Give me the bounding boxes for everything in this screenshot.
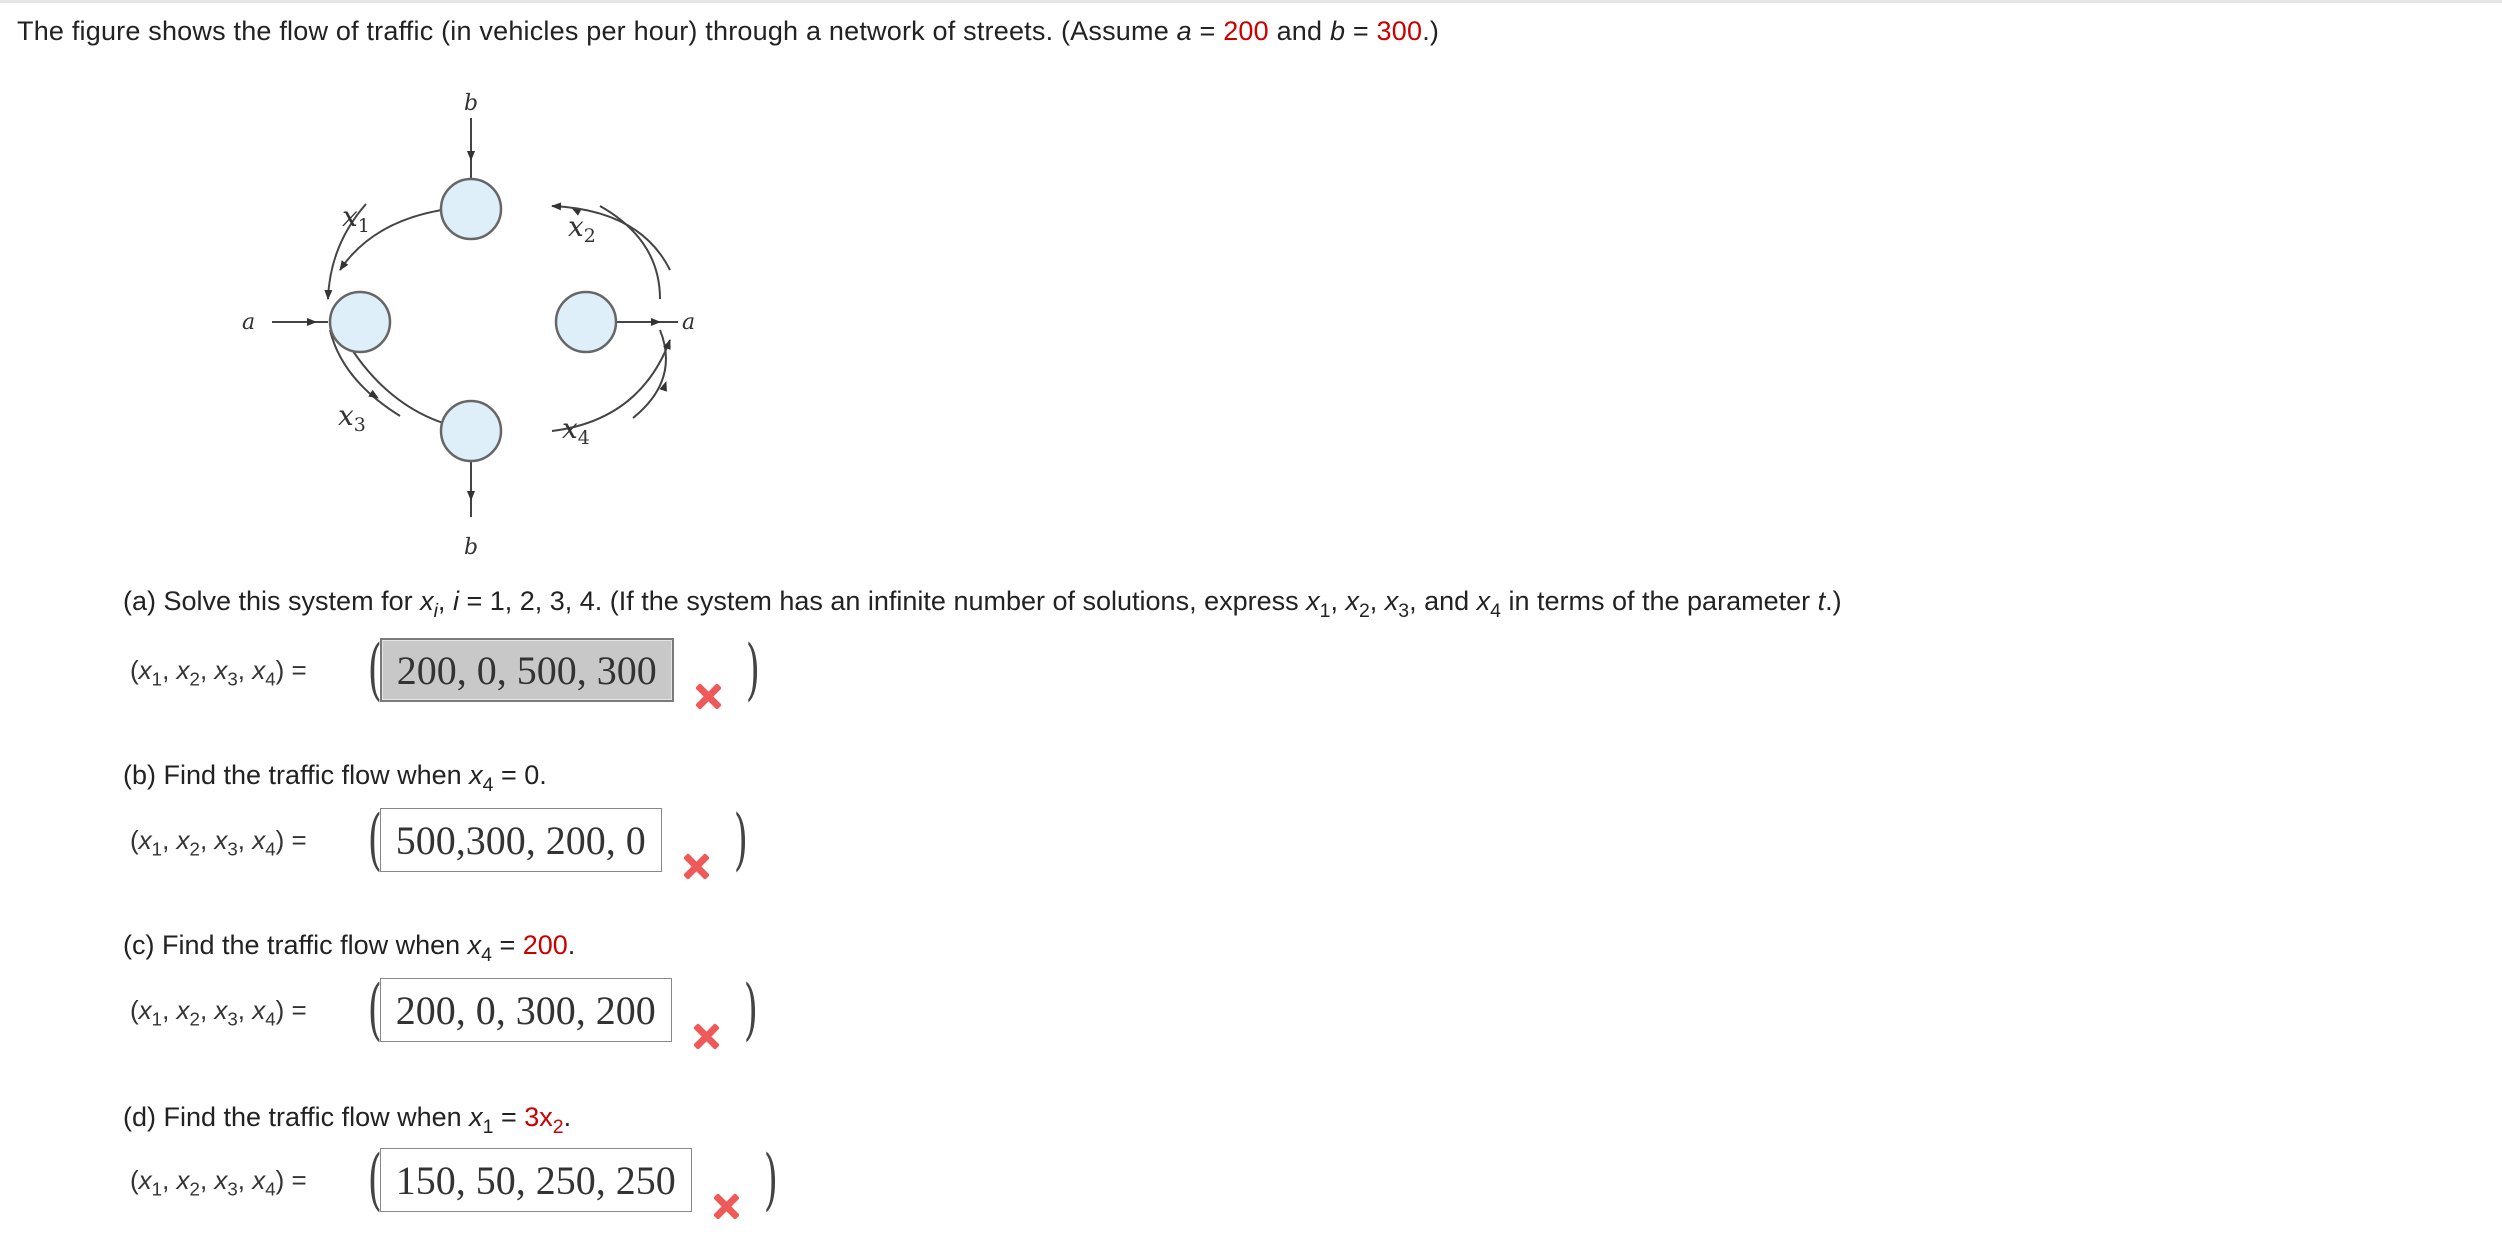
question-text: , <box>1330 586 1346 616</box>
label-x4: $x_4$ <box>562 412 590 449</box>
var-x: x <box>1476 586 1491 616</box>
question-text: = <box>491 930 523 960</box>
question-b <box>123 760 547 796</box>
var-x: x <box>469 1102 483 1132</box>
wrong-x-icon <box>712 1192 740 1220</box>
equals: = <box>1345 16 1377 46</box>
subscript: 4 <box>1490 599 1501 622</box>
node-left <box>330 292 390 352</box>
intro-text: The figure shows the flow of traffic (in vehicles per hour) through a network of streets. (Assume <box>17 16 1177 46</box>
label-a-left: a <box>242 310 256 335</box>
question-text: (a) Solve this system for <box>123 586 421 616</box>
close-paren: ) <box>745 631 760 708</box>
given-value: 200 <box>522 930 568 960</box>
wrong-x-icon <box>692 1022 720 1050</box>
wrong-x-icon <box>694 682 722 710</box>
answer-input-b[interactable]: 500,300, 200, 0 <box>380 808 662 872</box>
question-text: . <box>563 1102 572 1132</box>
question-text: (b) Find the traffic flow when <box>123 760 470 790</box>
street-x4 <box>633 330 666 418</box>
close-paren: ) <box>763 1141 778 1218</box>
tuple-label: ($x_1$, $x_2$, $x_3$, $x_4$) = <box>130 1164 307 1200</box>
open-paren: ( <box>367 801 382 878</box>
question-a <box>123 586 1842 622</box>
a-value: 200 <box>1223 16 1269 46</box>
var-a: a <box>1176 16 1192 46</box>
answer-input-d[interactable]: 150, 50, 250, 250 <box>380 1148 692 1212</box>
question-text: (d) Find the traffic flow when <box>123 1102 470 1132</box>
label-x1: $x_1$ <box>342 200 370 237</box>
tuple-label: ($x_1$, $x_2$, $x_3$, $x_4$) = <box>130 654 307 690</box>
subscript: 1 <box>482 1115 494 1138</box>
top-divider <box>0 0 2502 3</box>
var-x: x <box>1345 586 1359 616</box>
answer-row-b <box>130 800 754 880</box>
label-x3: $x_3$ <box>338 399 366 436</box>
var-x: x <box>1384 586 1399 616</box>
var-x: x <box>1306 586 1320 616</box>
var-x: x <box>420 586 434 616</box>
b-value: 300 <box>1376 16 1423 46</box>
subscript: 3 <box>1398 599 1410 622</box>
tuple-label: ($x_1$, $x_2$, $x_3$, $x_4$) = <box>130 824 307 860</box>
intro-and: and <box>1268 16 1330 46</box>
subscript: 4 <box>482 773 494 796</box>
var-x: x <box>469 760 483 790</box>
node-bottom <box>441 401 501 461</box>
question-d <box>123 1102 572 1138</box>
answer-row-a <box>130 630 766 710</box>
question-text: , and <box>1409 586 1477 616</box>
question-text: , <box>1369 586 1385 616</box>
traffic-network-diagram <box>220 80 740 580</box>
open-paren: ( <box>367 631 382 708</box>
var-i: i <box>452 586 459 616</box>
question-text: in terms of the parameter <box>1500 586 1818 616</box>
subscript: i <box>433 599 438 622</box>
open-paren: ( <box>367 971 382 1048</box>
label-a-right: a <box>682 310 696 335</box>
subscript: 1 <box>1319 599 1331 622</box>
street-x2 <box>600 206 660 299</box>
label-x2: $x_2$ <box>568 210 596 247</box>
given-value: $3x_2$ <box>524 1102 564 1138</box>
answer-input-c[interactable]: 200, 0, 300, 200 <box>380 978 672 1042</box>
label-b-top: b <box>464 91 479 116</box>
answer-row-d <box>130 1140 784 1220</box>
wrong-x-icon <box>682 852 710 880</box>
question-text: (c) Find the traffic flow when <box>123 930 468 960</box>
close-paren: ) <box>733 801 748 878</box>
node-right <box>556 292 616 352</box>
answer-row-c <box>130 970 764 1050</box>
node-top <box>441 179 501 239</box>
question-c <box>123 930 576 966</box>
var-b: b <box>1329 16 1346 46</box>
problem-statement <box>17 16 1439 47</box>
var-t: t <box>1817 586 1826 616</box>
close-paren: ) <box>743 971 758 1048</box>
label-b-bottom: b <box>464 535 479 560</box>
subscript: 4 <box>481 943 492 966</box>
answer-input-a[interactable]: 200, 0, 500, 300 <box>380 638 674 702</box>
question-text: = <box>493 1102 525 1132</box>
question-text: .) <box>1825 586 1842 616</box>
var-x: x <box>467 930 482 960</box>
question-text: , <box>437 586 453 616</box>
question-text: . <box>567 930 576 960</box>
question-text: = 1, 2, 3, 4. (If the system has an infinite number of solutions, express <box>458 586 1307 616</box>
intro-end: .) <box>1422 16 1440 46</box>
open-paren: ( <box>367 1141 382 1218</box>
subscript: 2 <box>1358 599 1370 622</box>
question-text: = 0. <box>493 760 547 790</box>
tuple-label: ($x_1$, $x_2$, $x_3$, $x_4$) = <box>130 994 307 1030</box>
equals: = <box>1191 16 1224 46</box>
